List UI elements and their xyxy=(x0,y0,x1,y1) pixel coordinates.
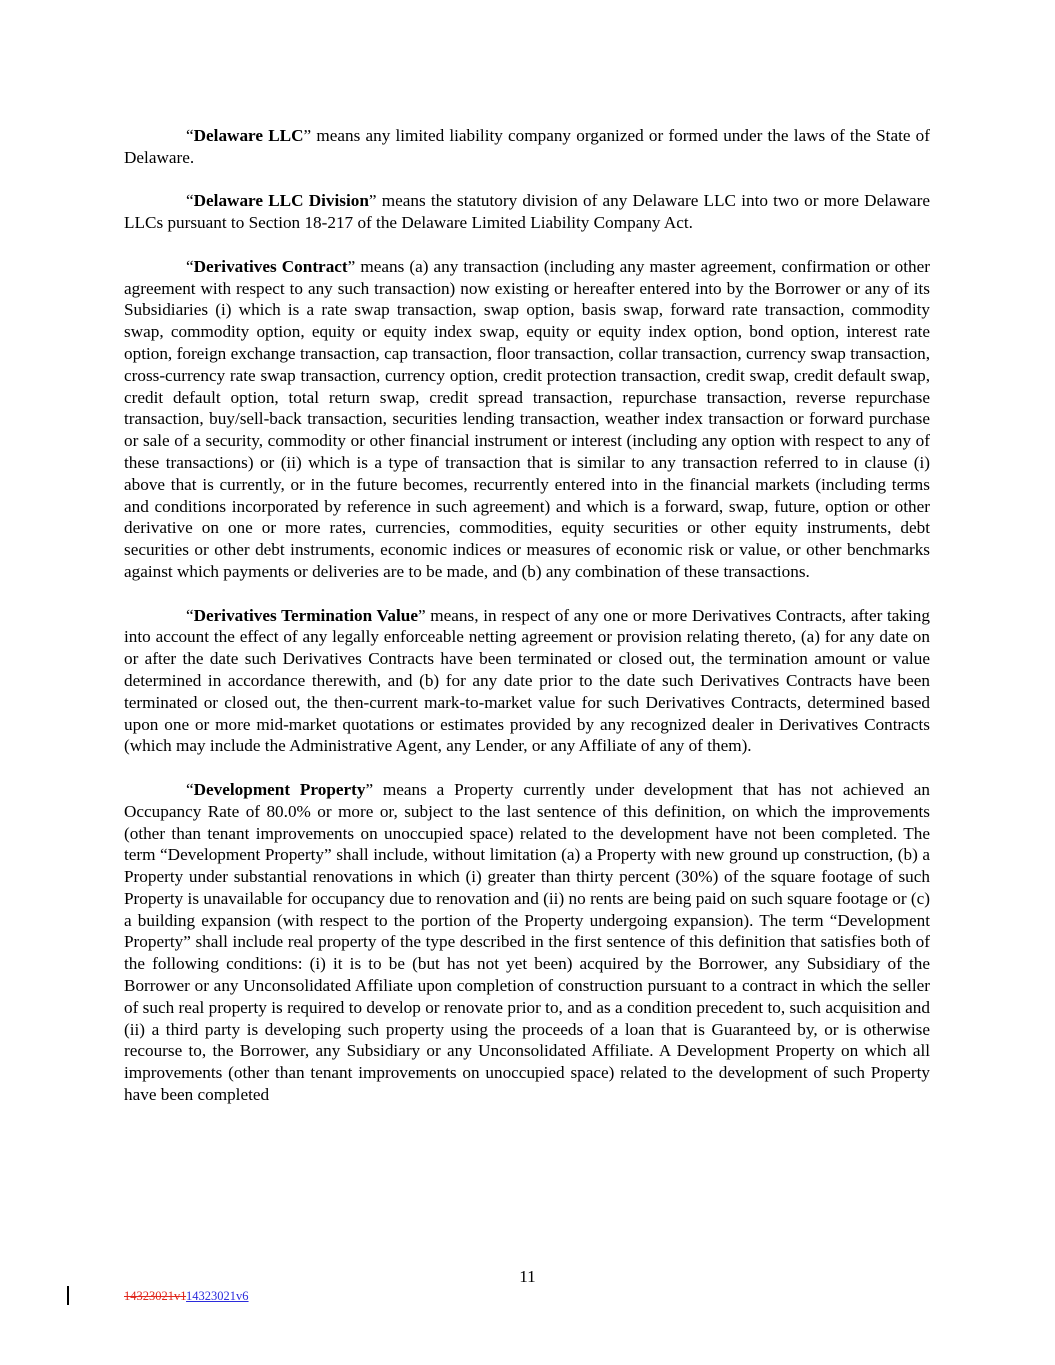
defined-term: Development Property xyxy=(193,779,366,799)
open-quote: “ xyxy=(186,191,194,211)
open-quote: “ xyxy=(186,256,194,276)
page-number: 11 xyxy=(519,1267,536,1286)
definition-body: ” means (a) any transaction (including any master agreement, confirmation or other agreement with respect to any such transaction) now existing or hereafter entered into by the Borrower or any of its Subsidiaries (i) which is a rate swap transaction, swap option, basis swap, forward rate transaction, commodity swap, commodity option, equity or equity index swap, equity or equity index option, bond option, interest rate option, foreign exchange transaction, cap transaction, floor transaction, collar transaction, currency swap transaction, cross-currency rate swap transaction, currency option, credit protection transaction, credit swap, credit default swap, credit default option, total return swap, credit spread transaction, repurchase transaction, reverse repurchase transaction, buy/sell-back transaction, securities lending transaction, weather index transaction or forward purchase or sale of a security, commodity or other financial instrument or interest (including any option with respect to any of these transactions) or (ii) which is a type of transaction that is similar to any transaction referred to in clause (i) above that is currently, or in the future becomes, recurrently entered into in the financial markets (including terms and conditions incorporated by reference in such agreement) and which is a forward, swap, future, option or other derivative on one or more rates, currencies, commodities, equity securities or other equity instruments, debt securities or other debt instruments, economic indices or measures of economic risk or value, or other benchmarks against which payments or deliveries are to be made, and (b) any combination of these transactions. xyxy=(124,256,930,581)
defined-term: Derivatives Termination Value xyxy=(193,605,418,625)
definition-body: ” means, in respect of any one or more Derivatives Contracts, after taking into account the effect of any legally enforceable netting agreement or provision relating thereto, (a) for any date on or after the date such Derivatives Contracts have been terminated or closed out, the termination amount or value determined in accordance therewith, and (b) for any date prior to the date such Derivatives Contracts have been terminated or closed out, the then-current mark-to-market value for such Derivatives Contracts, determined based upon one or more mid-market quotations or estimates provided by any recognized dealer in Derivatives Contracts (which may include the Administrative Agent, any Lender, or any Affiliate of any of them). xyxy=(124,605,930,756)
open-quote: “ xyxy=(186,779,194,799)
deleted-document-id: 14323021v1 xyxy=(124,1289,187,1303)
definition-body: ” means a Property currently under development that has not achieved an Occupancy Rate of 80.0% or more or, subject to the last sentence of this definition, on which the improvements (other than tenant improvements on unoccupied space) related to the development have not been completed. The term “Development Property” shall include, without limitation (a) a Property with new ground up construction, (b) a Property under substantial renovations in which (i) greater than thirty percent (30%) of the square footage of such Property is unavailable for occupancy due to renovation and (ii) no rents are being paid on such square footage or (c) a building expansion (with respect to the portion of the Property undergoing expansion). The term “Development Property” shall include real property of the type described in the first sentence of this definition that satisfies both of the following conditions: (i) it is to be (but has not yet been) acquired by the Borrower, any Subsidiary of the Borrower or any Unconsolidated Affiliate upon completion of construction pursuant to a contract in which the seller of such real property is required to develop or renovate prior to, and as a condition precedent to, such acquisition and (ii) a third party is developing such property using the proceeds of a loan that is Guaranteed by, or is otherwise recourse to, the Borrower, any Subsidiary or any Unconsolidated Affiliate. A Development Property on which all improvements (other than tenant improvements on unoccupied space) related to the development of such Property have been completed xyxy=(124,779,930,1105)
inserted-document-id: 14323021v6 xyxy=(186,1289,249,1303)
defined-term: Delaware LLC Division xyxy=(193,191,369,211)
open-quote: “ xyxy=(186,605,194,625)
revision-change-bar xyxy=(67,1286,69,1305)
defined-term: Derivatives Contract xyxy=(193,256,348,276)
definition-body: ” means any limited liability company organized or formed under the laws of the State of Delaware. xyxy=(124,126,930,167)
definitions-section xyxy=(124,125,930,1128)
document-id-footer xyxy=(124,1288,249,1304)
defined-term: Delaware LLC xyxy=(193,126,304,145)
definition-body: ” means the statutory division of any Delaware LLC into two or more Delaware LLCs pursuant to Section 18-217 of the Delaware Limited Liability Company Act. xyxy=(124,191,930,233)
definition-delaware-llc xyxy=(124,125,930,169)
open-quote: “ xyxy=(186,126,194,145)
definition-derivatives-contract xyxy=(124,256,930,583)
definition-development-property xyxy=(124,779,930,1106)
definition-derivatives-termination-value xyxy=(124,605,930,758)
definition-delaware-llc-division xyxy=(124,190,930,234)
